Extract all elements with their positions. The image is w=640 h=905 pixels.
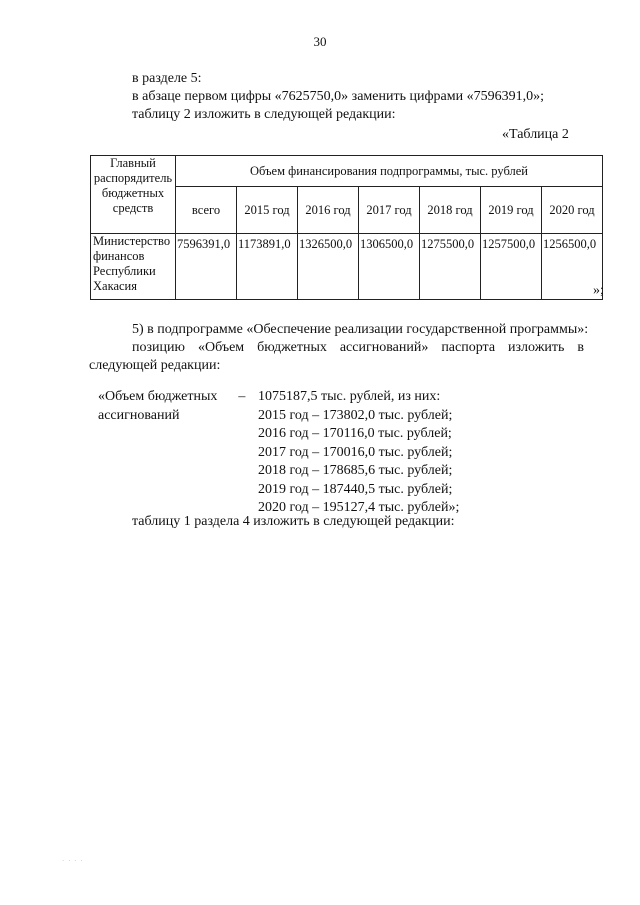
cell-2015: 1173891,0 (237, 234, 298, 300)
section5-line-3: следующей редакции: (89, 358, 221, 373)
cell-2016: 1326500,0 (298, 234, 359, 300)
col-header-2016: 2016 год (298, 187, 359, 234)
cell-2017: 1306500,0 (359, 234, 420, 300)
col-header-2017: 2017 год (359, 187, 420, 234)
cell-2020: 1256500,0 (542, 234, 603, 300)
word: ассигнований» (339, 340, 429, 355)
final-line: таблицу 1 раздела 4 изложить в следующей редакции: (132, 514, 455, 529)
passport-year-2015: 2015 год – 173802,0 тыс. рублей; (258, 407, 453, 423)
passport-label (98, 388, 245, 425)
cell-total: 7596391,0 (176, 234, 237, 300)
word: в (577, 340, 584, 355)
cell-org: Министерство финансов Республики Хакасия (91, 234, 176, 300)
funding-table (90, 155, 603, 300)
word: изложить (508, 340, 565, 355)
intro-line-3: таблицу 2 изложить в следующей редакции: (132, 107, 396, 122)
passport-label-line-2: ассигнований (98, 407, 180, 423)
passport-year-2020: 2020 год – 195127,4 тыс. рублей»; (258, 500, 460, 515)
passport-label-line-1: «Объем бюджетных – (98, 389, 246, 404)
intro-line-2: в абзаце первом цифры «7625750,0» заменить цифрами «7596391,0»; (132, 89, 544, 104)
word: паспорта (441, 340, 496, 355)
page-number: 30 (313, 34, 327, 49)
header-org: Главный распорядитель бюджетных средств (91, 156, 176, 234)
passport-total: 1075187,5 тыс. рублей, из них: (258, 389, 441, 404)
col-header-2018: 2018 год (420, 187, 481, 234)
passport-year-2018: 2018 год – 178685,6 тыс. рублей; (258, 463, 453, 478)
intro-line-1: в разделе 5: (132, 71, 202, 86)
word: «Объем (197, 340, 245, 355)
passport-values (258, 388, 459, 518)
col-header-total: всего (176, 187, 237, 234)
passport-year-2017: 2017 год – 170016,0 тыс. рублей; (258, 444, 453, 460)
table-caption: «Таблица 2 (502, 127, 569, 142)
cell-2018: 1275500,0 (420, 234, 481, 300)
section5-line-1: 5) в подпрограмме «Обеспечение реализации государственной программы»: (132, 322, 589, 337)
col-header-2020: 2020 год (542, 187, 603, 234)
table-row (91, 234, 603, 300)
passport-year-2019: 2019 год – 187440,5 тыс. рублей; (258, 481, 453, 497)
col-header-2019: 2019 год (481, 187, 542, 234)
table-closing: »; (593, 283, 604, 298)
passport-year-2016: 2016 год – 170116,0 тыс. рублей; (258, 426, 452, 441)
word: позицию (132, 340, 185, 355)
header-funding: Объем финансирования подпрограммы, тыс. рублей (176, 156, 603, 187)
word: бюджетных (257, 340, 327, 355)
section5-line-2 (132, 340, 584, 356)
col-header-2015: 2015 год (237, 187, 298, 234)
cell-2019: 1257500,0 (481, 234, 542, 300)
scan-mark-decoration: · · · · (62, 857, 84, 865)
